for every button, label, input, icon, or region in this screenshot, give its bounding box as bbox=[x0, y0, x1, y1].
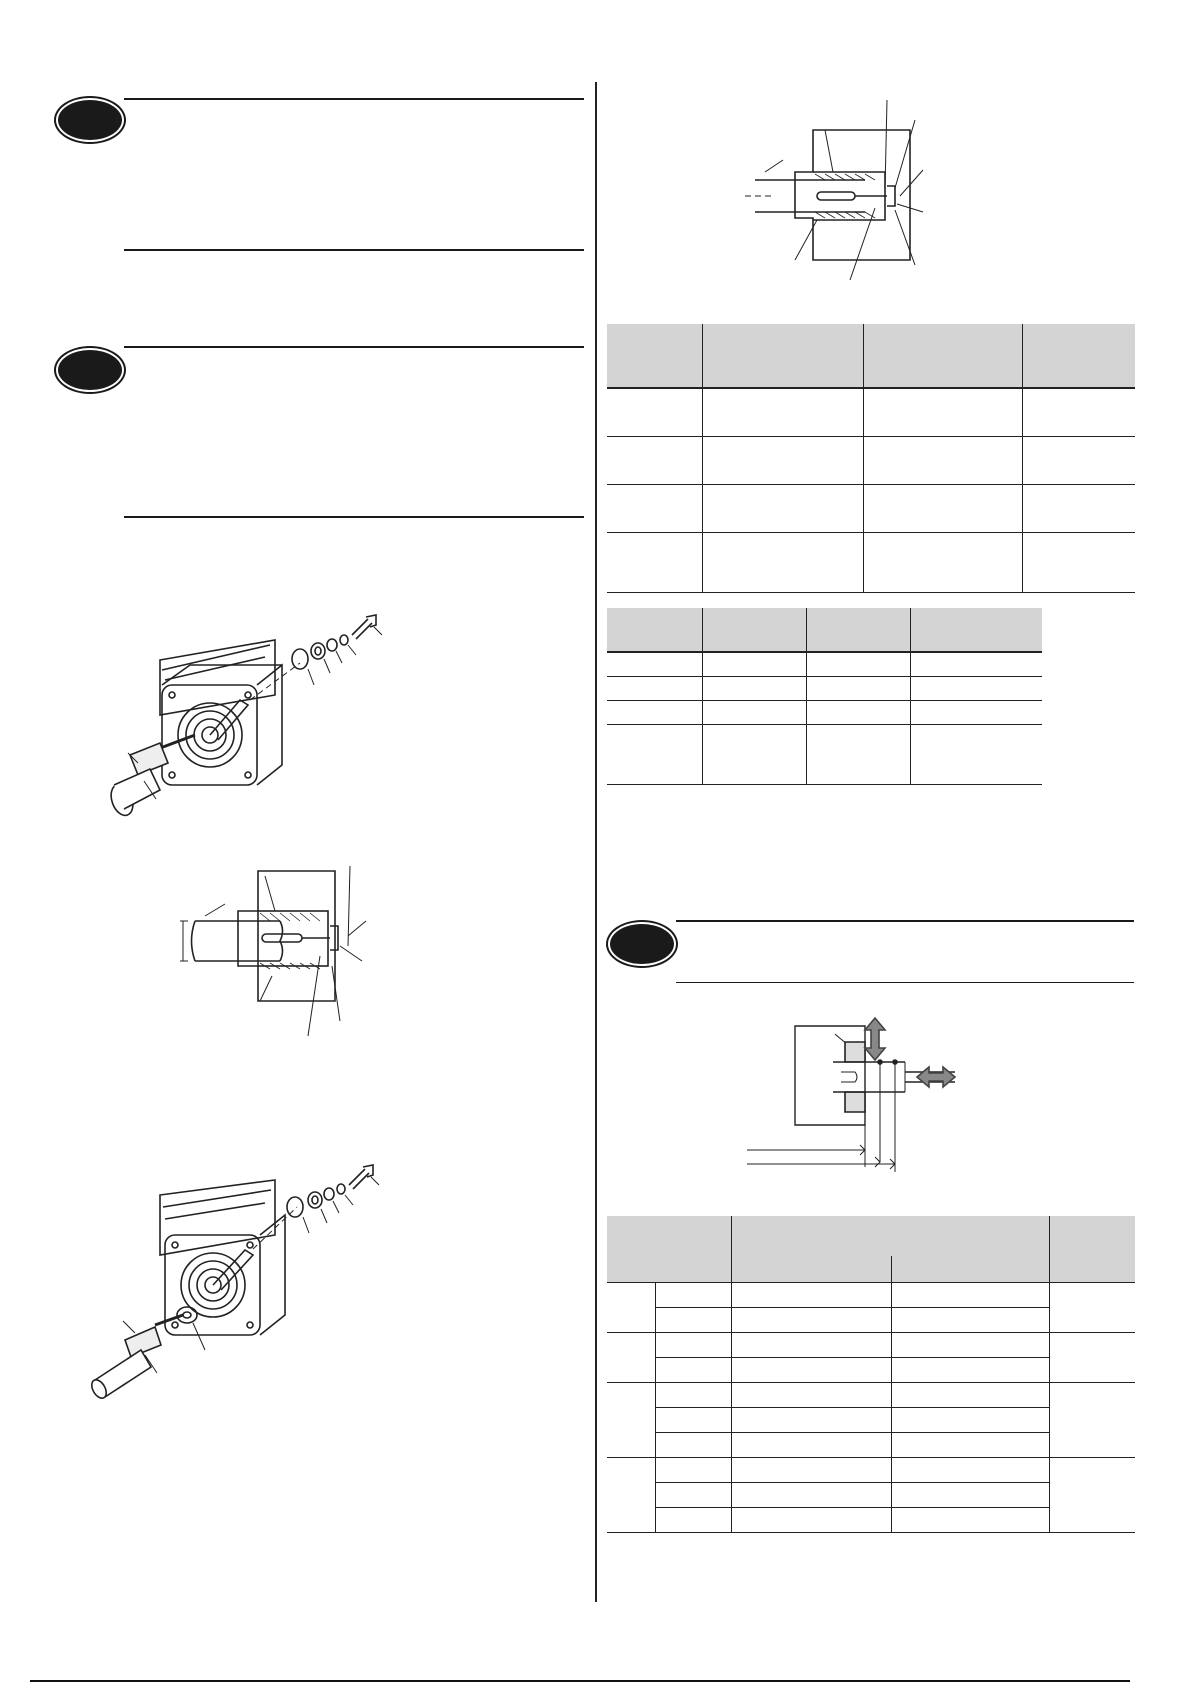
spec-table-2 bbox=[607, 608, 1042, 785]
table-header-cell bbox=[864, 324, 1023, 387]
callout-top-rule bbox=[124, 346, 584, 348]
table-row bbox=[607, 1282, 1135, 1307]
spec-table-1 bbox=[607, 324, 1135, 593]
table-header-cell bbox=[1023, 324, 1136, 387]
callout-top-rule bbox=[676, 920, 1134, 922]
table-header-cell bbox=[703, 324, 864, 387]
table-row bbox=[607, 484, 1135, 532]
table-row bbox=[607, 724, 1042, 784]
table-row bbox=[607, 1332, 1135, 1357]
motor-exploded-view-1 bbox=[100, 585, 400, 835]
note-badge bbox=[58, 350, 122, 390]
shaft-section-view-2 bbox=[755, 100, 935, 280]
table-header-cell bbox=[607, 1216, 732, 1282]
motor-exploded-view-2 bbox=[85, 1145, 405, 1395]
table-header-cell bbox=[703, 608, 807, 651]
table-row bbox=[607, 436, 1135, 484]
table-row bbox=[607, 388, 1135, 436]
callout-bottom-rule bbox=[676, 982, 1134, 983]
footer-rule bbox=[30, 1680, 1130, 1682]
table-row bbox=[607, 1457, 1135, 1482]
column-divider bbox=[595, 82, 597, 1602]
table-row bbox=[607, 1382, 1135, 1407]
load-direction-diagram bbox=[745, 1012, 970, 1172]
spec-table-3 bbox=[607, 1216, 1135, 1533]
table-header-cell bbox=[1050, 1216, 1135, 1282]
table-header-cell bbox=[607, 324, 703, 387]
table-header-cell bbox=[892, 1256, 1050, 1282]
callout-bottom-rule bbox=[124, 516, 584, 518]
callout-top-rule bbox=[124, 98, 584, 100]
table-header-cell bbox=[732, 1216, 1050, 1256]
table-header-cell bbox=[911, 608, 1043, 651]
table-row bbox=[607, 652, 1042, 676]
note-badge bbox=[58, 100, 122, 140]
shaft-section-view-1 bbox=[180, 866, 380, 1041]
table-header-cell bbox=[607, 608, 703, 651]
table-row bbox=[607, 700, 1042, 724]
table-header-cell bbox=[732, 1256, 892, 1282]
table-row bbox=[607, 676, 1042, 700]
table-row bbox=[607, 532, 1135, 592]
table-header-cell bbox=[807, 608, 911, 651]
callout-bottom-rule bbox=[124, 249, 584, 251]
note-badge bbox=[610, 924, 674, 964]
